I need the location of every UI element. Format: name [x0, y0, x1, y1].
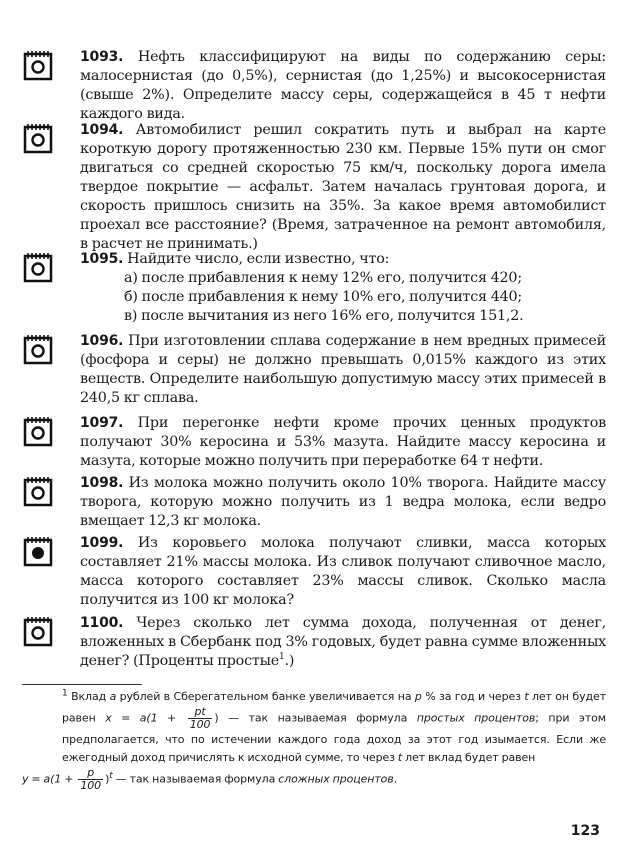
footnote-text: ; при этом предполагается, что по истечении каждого года доход за этот год изымается. Если же ежегодный доход причислять к исходной сумме, то через [62, 711, 606, 764]
problem-text: Автомобилист решил сократить путь и выбрал на карте короткую дорогу протяженностью 230 км. Первые 15% пути он смог двигаться со средней скоростью 75 км/ч, поскольку дорога имела твердое покрытие — асфальт. Затем началась грунтовая дорога, и скорость пришлось снизить на 35%. За какое время автомобилист проехал все расстояние? (Время, затраченное на ремонт автомобиля, в расчет не принимать.) [80, 122, 606, 252]
compound-interest-formula: y = a(1 + [22, 772, 77, 786]
problem-text: При изготовлении сплава содержание в нем вредных примесей (фосфора и серы) не должно превышать 0,015% каждого из этих веществ. Определите наибольшую допустимую массу этих примесей в 240,5 кг сплава. [80, 333, 606, 406]
basic-level-notepad-icon [23, 251, 53, 283]
problem-1096 [80, 332, 606, 408]
exponent-t: t [109, 770, 113, 781]
formula-close: ) [214, 711, 219, 725]
footnote-text: — так называемая формула [112, 772, 279, 786]
problem-1094 [80, 121, 606, 254]
problem-number: 1097. [80, 415, 124, 431]
footnote-reference[interactable]: 1 [279, 652, 285, 663]
sub-item-a: а) после прибавления к нему 12% его, получится 420; [124, 270, 522, 286]
sub-item-c: в) после вычитания из него 16% его, получится 151,2. [124, 308, 524, 324]
footnote-text: лет вклад будет равен [402, 751, 536, 764]
basic-level-notepad-icon [23, 475, 53, 507]
fraction-denominator: 100 [80, 779, 102, 792]
problem-1095 [80, 250, 606, 326]
problem-number: 1100. [80, 615, 124, 631]
fraction-numerator: pt [188, 706, 213, 719]
problem-1098 [80, 474, 606, 531]
problem-text: При перегонке нефти кроме прочих ценных продуктов получают 30% керосина и 53% мазута. Найдите массу керосина и мазута, которые можно получить при переработке 64 т нефти. [80, 415, 606, 469]
term-simple-interest: простых процентов [416, 711, 536, 725]
problem-1097 [80, 414, 606, 471]
sub-items [124, 269, 606, 326]
footnote-text: — так называемая формула [218, 711, 417, 725]
basic-level-notepad-icon [23, 122, 53, 154]
basic-level-notepad-icon [23, 333, 53, 365]
formula-close: ) [105, 772, 110, 786]
problem-number: 1095. [80, 251, 124, 267]
footnote-text: . [393, 772, 398, 786]
fraction-p-100 [78, 767, 103, 792]
problem-number: 1093. [80, 49, 124, 65]
footnote-divider [22, 684, 142, 685]
problem-text-end: .) [284, 653, 295, 669]
footnote-text: % за год и через [421, 690, 525, 703]
basic-level-notepad-icon [23, 415, 53, 447]
problem-text: Нефть классифицируют на виды по содержанию серы: малосернистая (до 0,5%), сернистая (до 1,25%) и высокосернистая (свыше 2%). Определите массу серы, содержащейся в 45 т нефти каждого вида. [80, 49, 606, 122]
problem-1093 [80, 48, 606, 124]
problem-number: 1094. [80, 122, 124, 138]
var-t: t [397, 751, 403, 764]
problem-text: Через сколько лет сумма дохода, полученная от денег, вложенных в Сбербанк под 3% годовых, будет равна сумме вложенных денег? (Проценты простые [80, 615, 606, 669]
footnote-text: Вклад [67, 690, 110, 703]
basic-level-notepad-icon [23, 49, 53, 81]
problem-text: Из коровьего молока получают сливки, масса которых составляет 21% массы молока. Из сливок получают сливочное масло, масса которого составляет 23% массы сливок. Сколько масла получится из 100 кг молока? [80, 535, 606, 608]
basic-level-notepad-icon [23, 615, 53, 647]
problem-1100 [80, 614, 606, 671]
var-t: t [524, 690, 529, 703]
advanced-level-notepad-icon [23, 535, 53, 567]
footnote-marker: 1 [62, 688, 68, 699]
page-number: 123 [570, 823, 600, 839]
fraction-pt-100 [188, 706, 213, 731]
simple-interest-formula: x = a(1 + [105, 711, 186, 725]
fraction-denominator: 100 [189, 718, 211, 731]
fraction-numerator: p [78, 767, 103, 780]
sub-item-b: б) после прибавления к нему 10% его, получится 440; [124, 289, 523, 305]
problem-number: 1098. [80, 475, 124, 491]
problem-text: Из молока можно получить около 10% творога. Найдите массу творога, которую можно получить из 1 ведра молока, если ведро вмещает 12,3 кг молока. [80, 475, 606, 529]
problem-1099 [80, 534, 606, 610]
var-a: а [109, 690, 117, 703]
footnote-text: лет он будет равен [62, 690, 606, 725]
problem-text: Найдите число, если известно, что: [123, 251, 390, 267]
var-p: р [414, 690, 422, 703]
problem-number: 1099. [80, 535, 124, 551]
footnote-text: рублей в Сберегательном банке увеличивается на [116, 690, 415, 703]
footnote [22, 688, 606, 792]
problem-number: 1096. [80, 333, 124, 349]
term-compound-interest: сложных процентов [278, 772, 394, 786]
